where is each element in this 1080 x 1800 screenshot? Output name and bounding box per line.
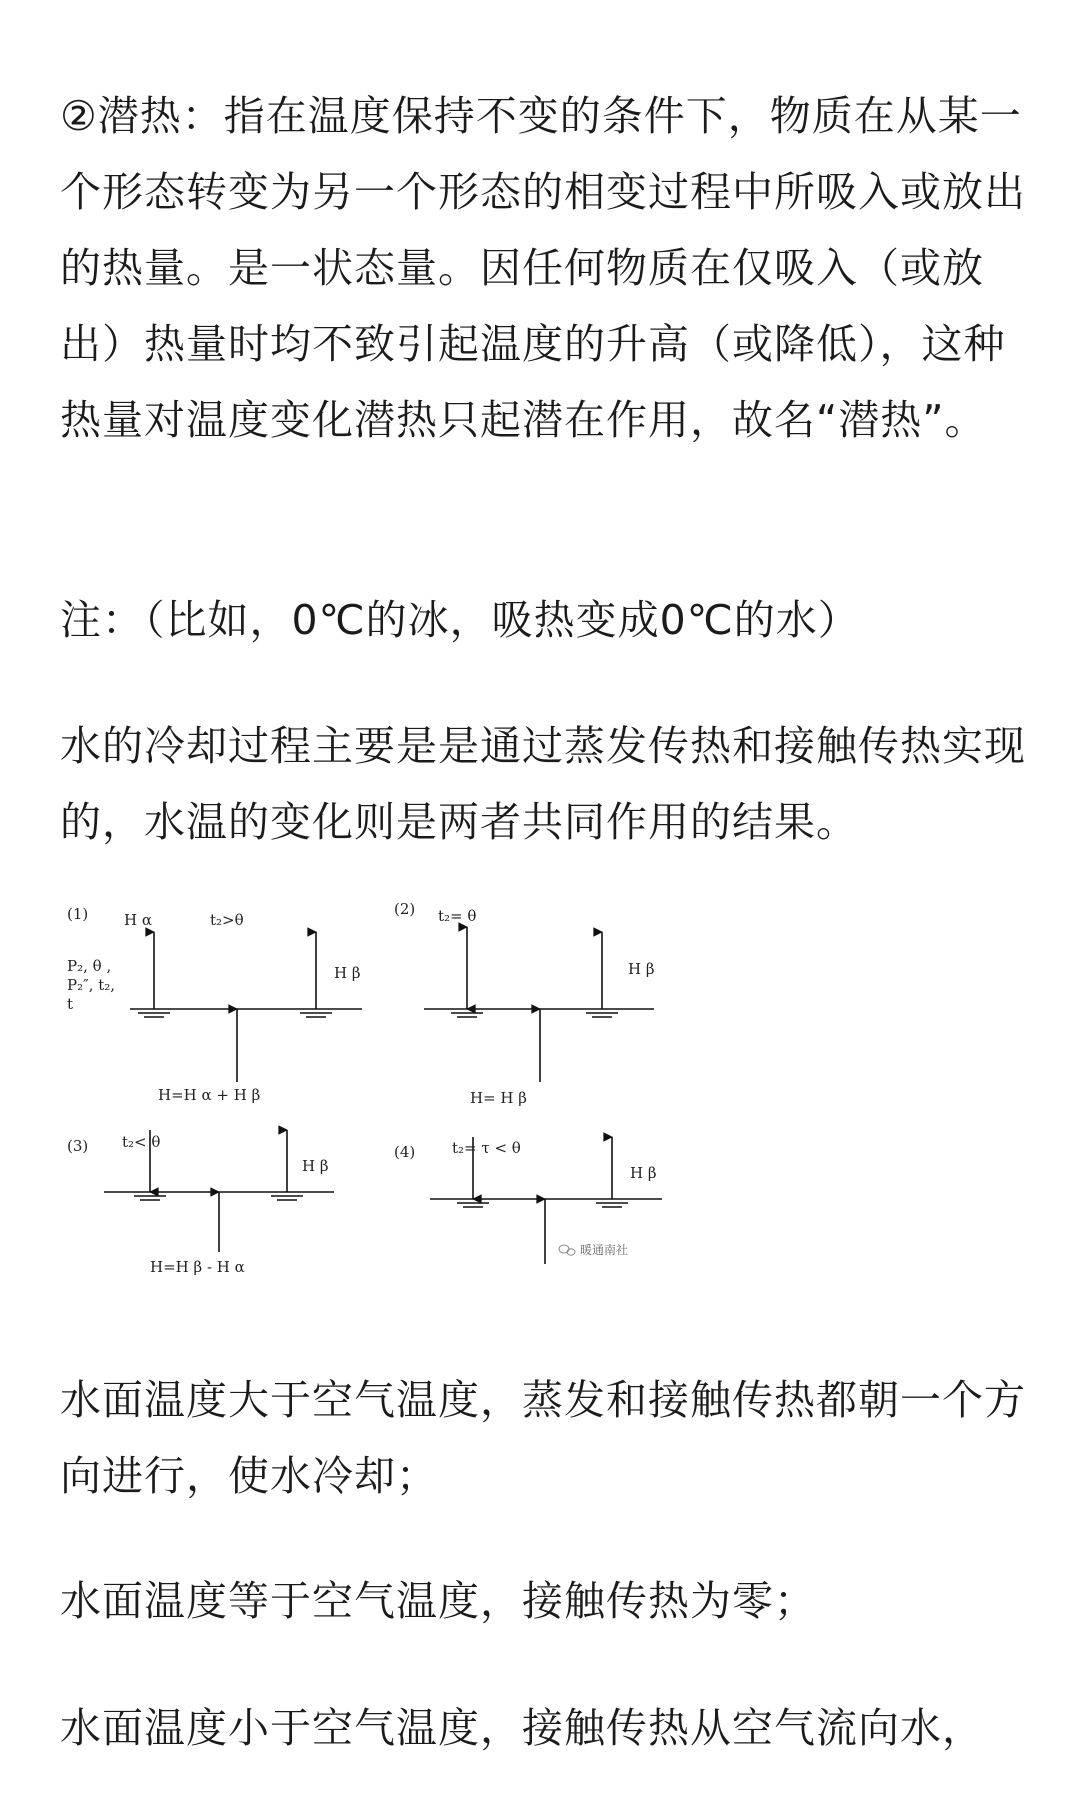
watermark-text: 暖通南社 — [580, 1243, 629, 1257]
panel1-total-label: H=H α + H β — [158, 1086, 261, 1104]
panel2-total-label: H= H β — [470, 1089, 527, 1107]
panel4-number: (4) — [394, 1143, 416, 1161]
latent-heat-paragraph: ②潜热：指在温度保持不变的条件下，物质在从某一个形态转变为另一个形态的相变过程中所吸入或放出的热量。是一状态量。因任何物质在仅吸入（或放出）热量时均不致引起温度的升高（或降低），这种热量对温度变化潜热只起潜在作用，故名“潜热”。 — [60, 92, 1026, 444]
panel4-h-beta-label: H β — [630, 1164, 657, 1182]
panel2-h-beta-label: H β — [628, 960, 655, 978]
panel1-vars-line3: t — [67, 995, 74, 1013]
cooling-paragraph: 水的冷却过程主要是是通过蒸发传热和接触传热实现的，水温的变化则是两者共同作用的结果。 — [60, 722, 1026, 846]
panel1-h-beta-label: H β — [334, 964, 361, 982]
wechat-icon — [559, 1245, 575, 1255]
panel3-total-label: H=H β - H α — [150, 1258, 245, 1276]
note-paragraph: 注：（比如，0℃的冰，吸热变成0℃的水） — [60, 596, 860, 644]
panel1-condition: t₂>θ — [210, 911, 244, 929]
panel1-h-alpha-label: H α — [124, 911, 152, 929]
panel3-condition: t₂< θ — [122, 1133, 161, 1151]
panel4-condition: t₂= τ < θ — [452, 1139, 521, 1157]
panel3-h-beta-label: H β — [302, 1157, 329, 1175]
case-greater-paragraph: 水面温度大于空气温度，蒸发和接触传热都朝一个方向进行，使水冷却； — [60, 1376, 1026, 1500]
case-less-paragraph: 水面温度小于空气温度，接触传热从空气流向水， — [60, 1704, 984, 1752]
panel1-vars-line1: P₂, θ , — [67, 957, 112, 975]
heat-transfer-figure — [62, 892, 672, 1312]
case-equal-paragraph: 水面温度等于空气温度，接触传热为零； — [60, 1577, 816, 1625]
panel2-number: (2) — [394, 900, 416, 918]
panel1-number: (1) — [67, 905, 89, 923]
panel1-vars-line2: P₂″, t₂, — [67, 976, 116, 994]
panel2-condition: t₂= θ — [438, 907, 477, 925]
panel3-number: (3) — [67, 1137, 89, 1155]
